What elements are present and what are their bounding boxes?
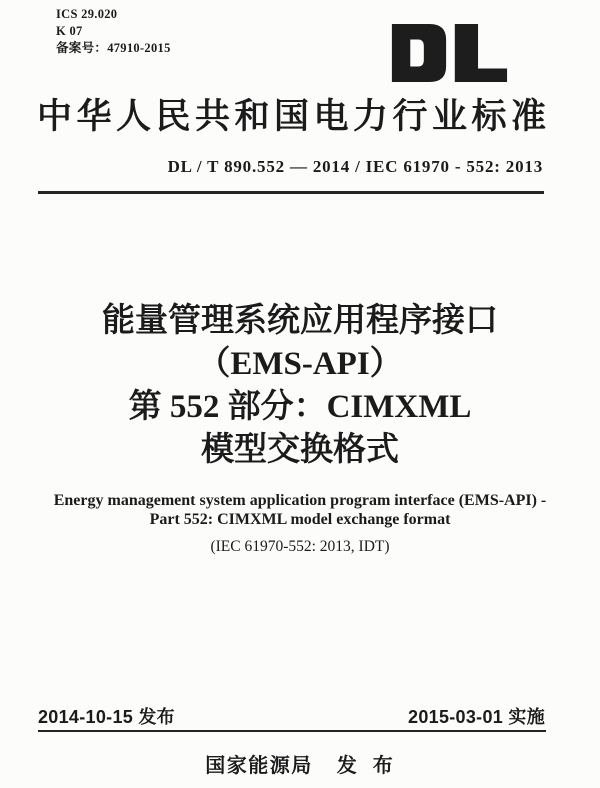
footer-rule bbox=[38, 730, 546, 732]
publisher-row bbox=[0, 749, 600, 778]
title-line-3: 第 552 部分：CIMXML bbox=[128, 389, 472, 425]
implement-date: 2015-03-01 实施 bbox=[408, 707, 545, 727]
title-line-1: 能量管理系统应用程序接口 bbox=[102, 303, 498, 339]
dl-logo bbox=[390, 23, 508, 83]
idt-note: (IEC 61970-552: 2013, IDT) bbox=[210, 538, 390, 555]
publish-label: 发 布 bbox=[336, 755, 395, 777]
national-standard-title: 中华人民共和国电力行业标准 bbox=[37, 97, 547, 136]
record-number: 备案号：47910-2015 bbox=[56, 41, 171, 55]
publisher-name: 国家能源局 bbox=[205, 755, 313, 777]
header-rule bbox=[38, 191, 544, 194]
en-title-line-1: Energy management system application program interface (EMS-API) - bbox=[53, 492, 547, 509]
title-line-2: （EMS-API） bbox=[197, 346, 403, 382]
en-title-line-2: Part 552: CIMXML model exchange format bbox=[149, 511, 451, 528]
document-title-cn bbox=[0, 300, 600, 472]
standard-number: DL / T 890.552 — 2014 / IEC 61970 - 552: 2013 bbox=[167, 157, 543, 176]
issue-date: 2014-10-15 发布 bbox=[38, 707, 175, 727]
dl-logo-icon bbox=[390, 23, 508, 83]
title-line-4: 模型交换格式 bbox=[201, 432, 399, 468]
class-code: K 07 bbox=[56, 24, 83, 38]
document-title-en bbox=[0, 491, 600, 529]
date-row bbox=[38, 703, 545, 729]
ics-code: ICS 29.020 bbox=[56, 7, 118, 21]
classification-block bbox=[56, 6, 171, 57]
